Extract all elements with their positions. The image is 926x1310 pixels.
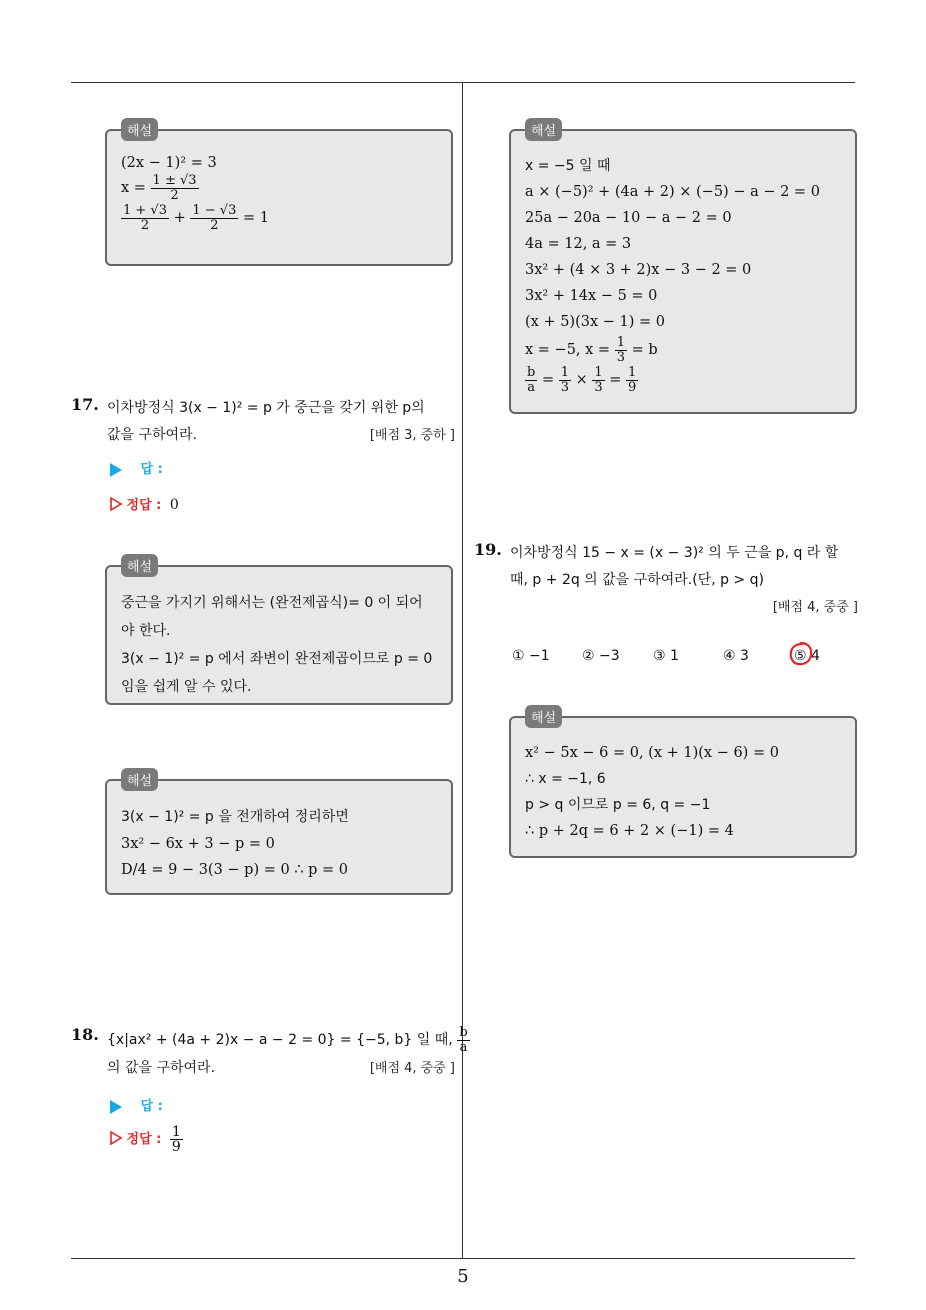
solution-tag: 해설 bbox=[525, 118, 562, 141]
solution-tag: 해설 bbox=[121, 768, 158, 791]
solution-tag: 해설 bbox=[121, 118, 158, 141]
equation-text: = b bbox=[631, 342, 658, 358]
answer-label: 답 : bbox=[140, 1099, 163, 1114]
score-meta: [배점 4, 중중 ] bbox=[369, 1061, 455, 1076]
solution-line: 임을 쉽게 알 수 있다. bbox=[121, 679, 252, 695]
correct-label: 정답 : bbox=[126, 498, 162, 513]
play-icon bbox=[110, 1100, 122, 1114]
solution-line: D/4 = 9 − 3(3 − p) = 0 ∴ p = 0 bbox=[121, 862, 349, 878]
question-text: 값을 구하여라. bbox=[107, 427, 198, 443]
choice-4[interactable]: ④ 3 bbox=[723, 648, 749, 664]
solution-line: 3(x − 1)² = p 에서 좌변이 완전제곱이므로 p = 0 bbox=[121, 651, 433, 667]
fraction bbox=[592, 366, 604, 395]
solution-line bbox=[121, 173, 439, 203]
score-meta: [배점 3, 중하 ] bbox=[369, 428, 455, 443]
solution-box bbox=[509, 124, 857, 414]
fraction bbox=[151, 174, 199, 203]
times-sign: × bbox=[575, 372, 588, 388]
solution-line bbox=[121, 203, 439, 233]
solution-line: (x + 5)(3x − 1) = 0 bbox=[525, 314, 665, 330]
solution-line: ∴ x = −1, 6 bbox=[525, 771, 606, 787]
play-icon bbox=[110, 463, 122, 477]
numerator: b bbox=[459, 1024, 468, 1040]
question-number: 17. bbox=[71, 395, 99, 414]
solution-line: (2x − 1)² = 3 bbox=[121, 155, 217, 171]
score-meta: [배점 4, 중중 ] bbox=[772, 600, 858, 615]
numerator: 1 ± √3 bbox=[152, 172, 197, 188]
correct-value bbox=[170, 1125, 183, 1154]
solution-line: 야 한다. bbox=[121, 623, 171, 639]
choice-2[interactable]: ② −3 bbox=[582, 648, 620, 664]
solution-line: 3x² + (4 × 3 + 2)x − 3 − 2 = 0 bbox=[525, 262, 752, 278]
column-divider bbox=[462, 83, 463, 1258]
equals-sign: = bbox=[541, 372, 555, 388]
solution-line: ∴ p + 2q = 6 + 2 × (−1) = 4 bbox=[525, 823, 734, 839]
choice-label: ⑤ 4 bbox=[794, 648, 820, 664]
fraction bbox=[457, 1026, 469, 1055]
choice-list bbox=[512, 648, 852, 668]
question-17 bbox=[71, 395, 455, 449]
equation-text: x = −5, x = bbox=[525, 342, 611, 358]
denominator: 9 bbox=[628, 379, 637, 395]
solution-line: 3x² − 6x + 3 − p = 0 bbox=[121, 836, 275, 852]
fraction bbox=[190, 204, 238, 233]
denominator: 2 bbox=[140, 217, 150, 233]
numerator: 1 bbox=[171, 1124, 181, 1140]
numerator: 1 bbox=[628, 364, 637, 380]
solution-line: 4a = 12, a = 3 bbox=[525, 236, 632, 252]
solution-line bbox=[525, 365, 843, 395]
question-19 bbox=[474, 540, 858, 621]
equation-text: = 1 bbox=[242, 210, 269, 226]
fraction bbox=[121, 204, 169, 233]
denominator: 3 bbox=[594, 379, 603, 395]
fraction bbox=[525, 366, 537, 395]
denominator: 3 bbox=[560, 379, 569, 395]
question-number: 18. bbox=[71, 1025, 99, 1044]
solution-tag: 해설 bbox=[121, 554, 158, 577]
solution-line: 중근을 가지기 위해서는 (완전제곱식)= 0 이 되어 bbox=[121, 595, 423, 611]
fraction bbox=[626, 366, 638, 395]
question-text: 이차방정식 15 − x = (x − 3)² 의 두 근을 p, q 라 할 bbox=[510, 545, 839, 561]
solution-line: 25a − 20a − 10 − a − 2 = 0 bbox=[525, 210, 732, 226]
solution-line: x = −5 일 때 bbox=[525, 158, 611, 174]
question-text: 의 값을 구하여라. bbox=[107, 1060, 216, 1076]
numerator: 1 − √3 bbox=[192, 202, 237, 218]
solution-line: 3x² + 14x − 5 = 0 bbox=[525, 288, 658, 304]
denominator: 2 bbox=[210, 217, 219, 233]
correct-label: 정답 : bbox=[126, 1132, 162, 1147]
page-number: 5 bbox=[457, 1266, 469, 1287]
solution-tag: 해설 bbox=[525, 705, 562, 728]
numerator: 1 + √3 bbox=[123, 202, 167, 218]
outline-triangle-icon bbox=[110, 497, 122, 511]
question-text: {x|ax² + (4a + 2)x − a − 2 = 0} = {−5, b} 일 때, bbox=[107, 1032, 453, 1048]
answer-label: 답 : bbox=[140, 462, 163, 477]
denominator: 3 bbox=[616, 349, 625, 365]
choice-1[interactable]: ① −1 bbox=[512, 648, 550, 664]
denominator: a bbox=[527, 379, 536, 395]
choice-5[interactable] bbox=[794, 648, 820, 664]
fraction bbox=[615, 336, 627, 365]
numerator: 1 bbox=[560, 364, 569, 380]
answer-row bbox=[110, 458, 163, 477]
fraction bbox=[559, 366, 571, 395]
correct-answer-row bbox=[110, 1125, 183, 1154]
outline-triangle-icon bbox=[110, 1131, 122, 1145]
top-rule bbox=[71, 82, 855, 83]
correct-answer-row bbox=[110, 494, 179, 513]
denominator: a bbox=[459, 1039, 468, 1055]
answer-row bbox=[110, 1095, 163, 1114]
denominator: 9 bbox=[171, 1139, 181, 1155]
solution-line: x² − 5x − 6 = 0, (x + 1)(x − 6) = 0 bbox=[525, 745, 779, 761]
numerator: 1 bbox=[616, 334, 625, 350]
question-number: 19. bbox=[474, 540, 502, 559]
solution-box bbox=[105, 124, 453, 266]
solution-line: a × (−5)² + (4a + 2) × (−5) − a − 2 = 0 bbox=[525, 184, 820, 200]
numerator: 1 bbox=[594, 364, 603, 380]
choice-3[interactable]: ③ 1 bbox=[653, 648, 679, 664]
denominator: 2 bbox=[170, 187, 179, 203]
numerator: b bbox=[527, 364, 536, 380]
question-18 bbox=[71, 1024, 468, 1082]
question-text: 때, p + 2q 의 값을 구하여라.(단, p > q) bbox=[510, 572, 764, 588]
equals-sign: = bbox=[609, 372, 622, 388]
solution-line bbox=[525, 335, 843, 365]
correct-value: 0 bbox=[169, 497, 179, 513]
plus-sign: + bbox=[173, 210, 186, 226]
solution-line: p > q 이므로 p = 6, q = −1 bbox=[525, 797, 711, 813]
solution-box bbox=[105, 774, 453, 895]
bottom-rule bbox=[71, 1258, 855, 1259]
solution-box bbox=[105, 560, 453, 705]
solution-box bbox=[509, 711, 857, 858]
equation-text: x = bbox=[121, 180, 146, 196]
question-text: 이차방정식 3(x − 1)² = p 가 중근을 갖기 위한 p의 bbox=[107, 400, 425, 416]
solution-line: 3(x − 1)² = p 을 전개하여 정리하면 bbox=[121, 809, 349, 825]
selected-mark-icon bbox=[788, 641, 814, 667]
